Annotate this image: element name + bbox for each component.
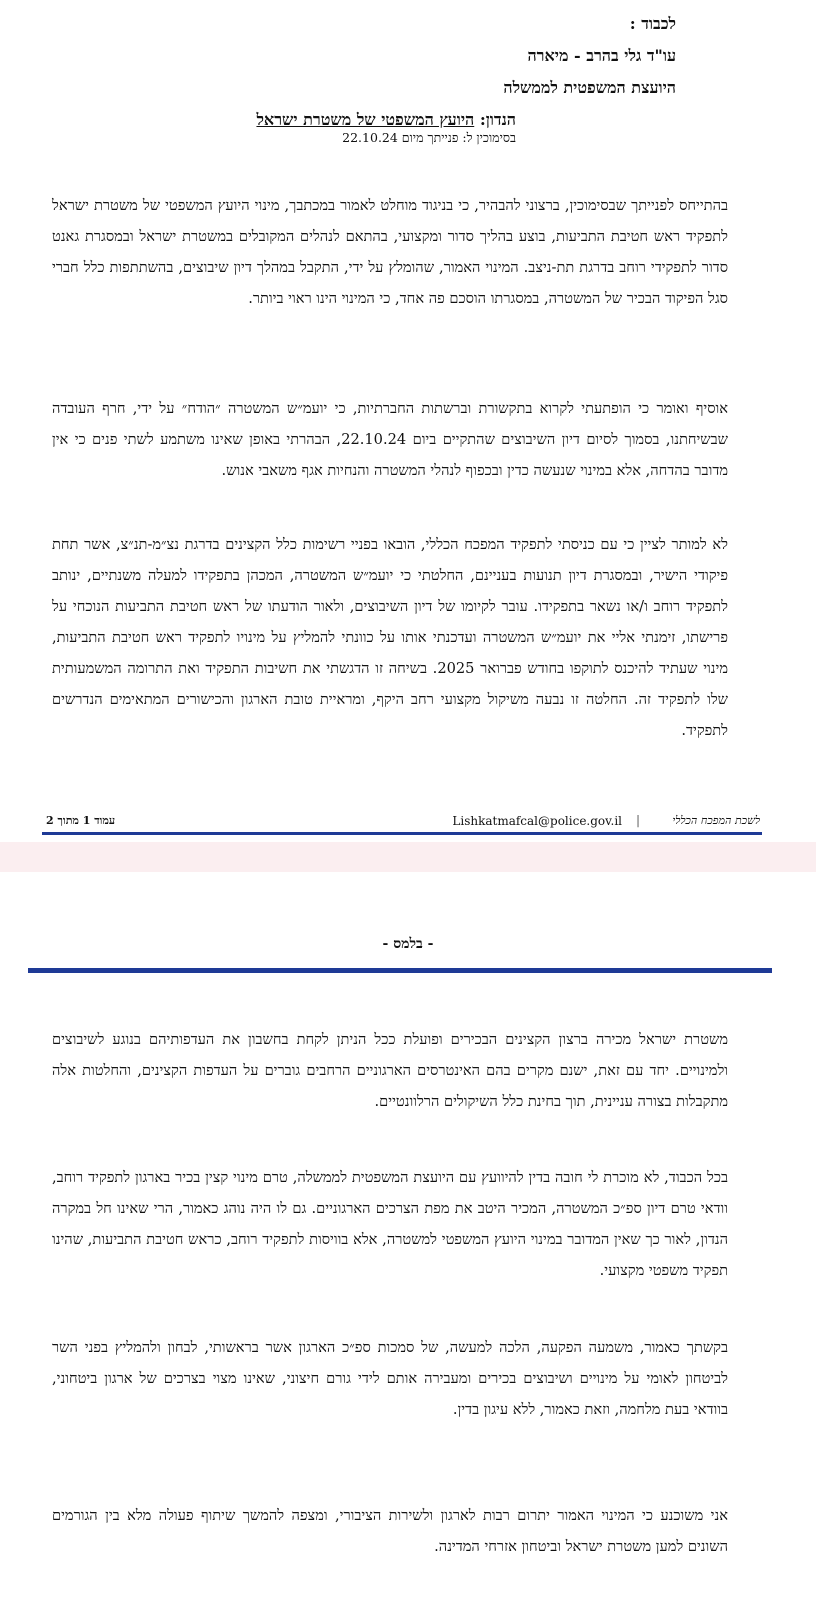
body-paragraph: אוסיף ואומר כי הופתעתי לקרוא בתקשורת וברשתות החברתיות, כי יועמ״ש המשטרה ״הודח״ על ידי, חרף העובדה שבשיחתנו, בסמוך לסיום דיון השיבוצים שהתקיים ביום 22.10.24, הבהרתי באופן שאינו משתמע לשתי פנים כי אין מדובר בהדחה, אלא במינוי שנעשה כדין ובכפוף לנהלי המשטרה והנחיות אגף משאבי אנוש. (52, 400, 729, 479)
footer-separator: | (635, 813, 640, 827)
body-paragraph: לא למותר לציין כי עם כניסתי לתפקיד המפכח הכללי, הובאו בפניי רשימות כלל הקצינים בדרגת נצ״מ-תנ״צ, אשר תחת פיקודי הישיר, ובמסגרת דיון תנועות בעניינם, החלטתי כי יועמ״ש המשטרה, המכהן בתפקידו למעלה משנתיים, ינותב לתפקיד רוחב ו/או נשאר בתפקידו. עובר לקיומו של דיון השיבוצים, ולאור הודעתו של ראש חטיבת התביעות הנוכחי על פרישתו, זימנתי אליי את יועמ״ש המשטרה ועדכנתי אותו על כוונתי להמליץ על מינויו לתפקיד ראש חטיבת התביעות, מינוי שעתיד להיכנס לתוקפו בחודש פברואר 2025. בשיחה זו הדגשתי את חשיבות התפקיד ואת התרומה המשמעותית שלו לתפקיד זה. החלטה זו נבעה משיקול מקצועי רחב היקף, ומראיית טובת הארגון והכישורים המתאימים הנדרשים לתפקיד. (52, 536, 728, 739)
page-number: עמוד 1 מתוך 2 (46, 814, 116, 827)
body-paragraph: משטרת ישראל מכירה ברצון הקצינים הבכירים ופועלת ככל הניתן לקחת בחשבון את העדפותיהם בנוגע לשיבוצים ולמינויים. יחד עם זאת, ישנם מקרים בהם האינטרסים הארגוניים הרחבים גוברים על העדפות הקצינים, והחלטות אלה מתקבלות בצורה עניינית, תוך בחינת כלל השיקולים הרלוונטיים. (52, 1031, 728, 1110)
subject-line (256, 110, 516, 130)
classification-label: - בלמס - (382, 936, 434, 952)
subject-reference: בסימוכין ל: פנייתך מיום 22.10.24 (342, 130, 516, 145)
body-paragraph: אני משוכנע כי המינוי האמור יתרום רבות לארגון ולשירות הציבורי, ומצפה להמשך שיתוף פעולה מלא בין הגורמים השונים למען משטרת ישראל וביטחון אזרחי המדינה. (52, 1507, 728, 1555)
body-paragraph: בהתייחס לפנייתך שבסימוכין, ברצוני להבהיר, כי בניגוד מוחלט לאמור במכתבך, מינוי היועץ המשפטי של משטרת ישראל לתפקיד ראש חטיבת התביעות, בוצע בהליך סדור ומקצועי, בהתאם לנהלים המקובלים במשטרת ישראל ובמסגרת גאנט סדור לתפקידי רוחב בדרגת תת-ניצב. המינוי האמור, שהומלץ על ידי, התקבל במהלך דיון שיבוצים, בהשתתפות כלל חברי סגל הפיקוד הבכיר של המשטרה, במסגרתו הוסכם פה אחד, כי המינוי הינו ראוי ביותר. (52, 197, 728, 307)
subject-title: היועץ המשפטי של משטרת ישראל (256, 110, 475, 129)
body-paragraph: בקשתך כאמור, משמעה הפקעה, הלכה למעשה, של סמכות ספ״כ הארגון אשר בראשותי, לבחון ולהמליץ בפני השר לביטחון לאומי על מינויים ושיבוצים בכירים ומעבירה אותם לידי גורם חיצוני, שאינו מצוי בצרכים של ארגון ביטחוני, בוודאי בעת מלחמה, וזאת כאמור, ללא עיגון בדין. (52, 1339, 728, 1418)
recipient-name: עו"ד גלי בהרב - מיארה (527, 46, 676, 65)
letter-page-2 (0, 872, 816, 1600)
footer-office-name: לשכת המפכח הכללי (672, 814, 760, 827)
recipient-block (503, 8, 676, 104)
subject-block (256, 110, 516, 146)
header-divider (28, 968, 772, 973)
subject-label: הנדון: (479, 110, 516, 129)
page-gap (0, 842, 816, 872)
recipient-salutation: לכבוד : (629, 14, 676, 33)
page-footer (42, 814, 762, 840)
footer-divider (42, 832, 762, 835)
body-paragraph: בכל הכבוד, לא מוכרת לי חובה בדין להיוועץ עם היועצת המשפטית לממשלה, טרם מינוי קצין בכיר בארגון לתפקיד רוחב, וודאי טרם דיון ספ״כ המשטרה, המכיר היטב את מפת הצרכים הארגוניים. גם לו היה נוהג כאמור, הרי שאינו חל במקרה הנדון, לאור כך שאין המדובר במינוי היועץ המשפטי למשטרה, אלא בוויסות לתפקיד רוחב, כראש חטיבת התביעות, שהינו תפקיד משפטי מקצועי. (52, 1169, 728, 1279)
recipient-role: היועצת המשפטית לממשלה (503, 78, 676, 97)
footer-email-link[interactable]: Lishkatmafcal@police.gov.il (452, 814, 622, 828)
